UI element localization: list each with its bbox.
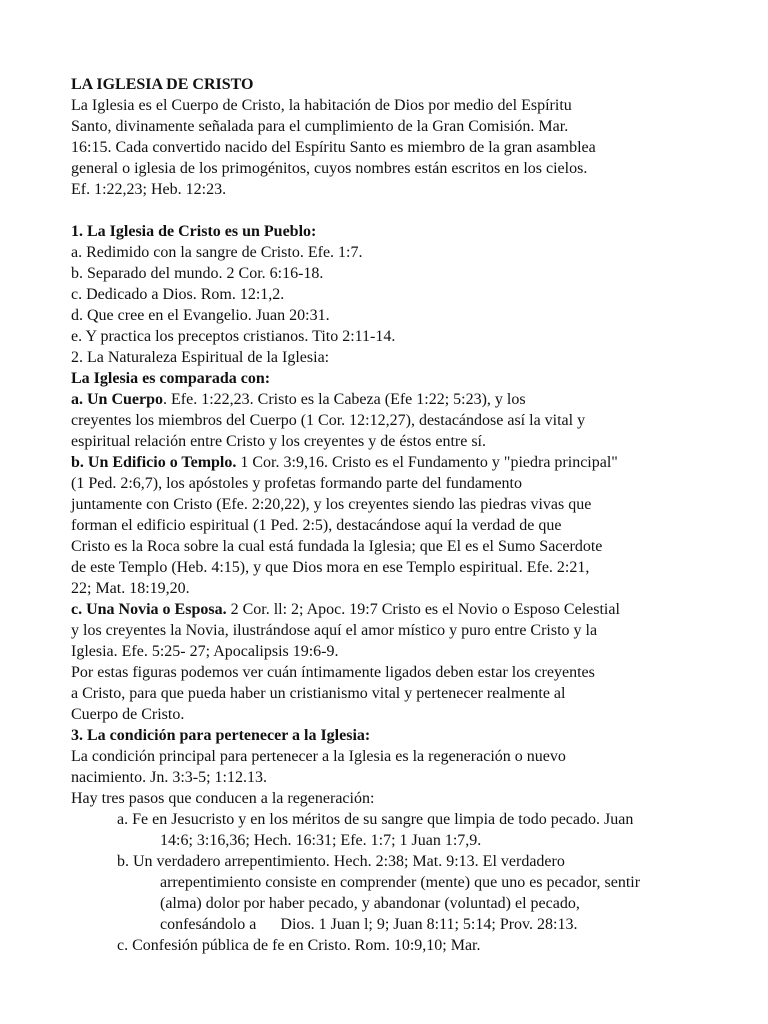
item-c-line: c. Una Novia o Esposa. 2 Cor. ll: 2; Apoc. 19:7 Cristo es el Novio o Esposo Celestial: [71, 601, 620, 618]
item-b-label: b. Un Edificio o Templo.: [71, 454, 237, 471]
closing-line: Por estas figuras podemos ver cuán íntimamente ligados deben estar los creyentes: [71, 664, 595, 681]
closing-line: Cuerpo de Cristo.: [71, 706, 185, 723]
intro-line: Santo, divinamente señalada para el cumplimiento de la Gran Comisión. Mar.: [71, 118, 569, 135]
item-a-line: creyentes los miembros del Cuerpo (1 Cor. 12:12,27), destacándose así la vital y: [71, 412, 586, 429]
section2-subheading: La Iglesia es comparada con:: [71, 370, 271, 387]
item-b-line: (1 Ped. 2:6,7), los apóstoles y profetas formando parte del fundamento: [71, 475, 522, 492]
item-b-line: de este Templo (Heb. 4:15), y que Dios mora en ese Templo espiritual. Efe. 2:21,: [71, 559, 590, 576]
step-b-line: (alma) dolor por haber pecado, y abandonar (voluntad) el pecado,: [160, 895, 580, 912]
item-b-line: juntamente con Cristo (Efe. 2:20,22), y los creyentes siendo las piedras vivas que: [71, 496, 592, 513]
step-a-line: a. Fe en Jesucristo y en los méritos de su sangre que limpia de todo pecado. Juan: [117, 811, 634, 828]
step-c-line: c. Confesión pública de fe en Cristo. Rom. 10:9,10; Mar.: [117, 937, 481, 954]
step-b-line: confesándolo a Dios. 1 Juan l; 9; Juan 8:11; 5:14; Prov. 28:13.: [160, 916, 578, 933]
section1-heading: 1. La Iglesia de Cristo es un Pueblo:: [71, 223, 317, 240]
item-c-line: Iglesia. Efe. 5:25- 27; Apocalipsis 19:6-9.: [71, 643, 339, 660]
item-a-label: a. Un Cuerpo: [71, 391, 164, 408]
item-b-line: 22; Mat. 18:19,20.: [71, 580, 190, 597]
item-b-line: Cristo es la Roca sobre la cual está fundada la Iglesia; que El es el Sumo Sacerdote: [71, 538, 603, 555]
section3-body-line: Hay tres pasos que conducen a la regeneración:: [71, 790, 375, 807]
section3-body-line: La condición principal para pertenecer a la Iglesia es la regeneración o nuevo: [71, 748, 566, 765]
step-b-line: b. Un verdadero arrepentimiento. Hech. 2:38; Mat. 9:13. El verdadero: [117, 853, 565, 870]
step-b-line: arrepentimiento consiste en comprender (mente) que uno es pecador, sentir: [160, 874, 641, 891]
section1-item: c. Dedicado a Dios. Rom. 12:1,2.: [71, 286, 285, 303]
section2-heading: 2. La Naturaleza Espiritual de la Iglesia:: [71, 349, 330, 366]
section1-item: a. Redimido con la sangre de Cristo. Efe. 1:7.: [71, 244, 363, 261]
intro-line: general o iglesia de los primogénitos, cuyos nombres están escritos en los cielos.: [71, 160, 588, 177]
intro-line: 16:15. Cada convertido nacido del Espíritu Santo es miembro de la gran asamblea: [71, 139, 596, 156]
intro-line: La Iglesia es el Cuerpo de Cristo, la habitación de Dios por medio del Espíritu: [71, 97, 572, 114]
section3-body-line: nacimiento. Jn. 3:3-5; 1:12.13.: [71, 769, 267, 786]
section1-item: d. Que cree en el Evangelio. Juan 20:31.: [71, 307, 330, 324]
section1-item: e. Y practica los preceptos cristianos. Tito 2:11-14.: [71, 328, 396, 345]
intro-line: Ef. 1:22,23; Heb. 12:23.: [71, 181, 227, 198]
item-a-line: a. Un Cuerpo. Efe. 1:22,23. Cristo es la Cabeza (Efe 1:22; 5:23), y los: [71, 391, 526, 408]
section3-heading: 3. La condición para pertenecer a la Iglesia:: [71, 727, 371, 744]
item-c-line: y los creyentes la Novia, ilustrándose aquí el amor místico y puro entre Cristo y la: [71, 622, 598, 639]
closing-line: a Cristo, para que pueda haber un cristianismo vital y pertenecer realmente al: [71, 685, 566, 702]
section1-item: b. Separado del mundo. 2 Cor. 6:16-18.: [71, 265, 324, 282]
step-a-line: 14:6; 3:16,36; Hech. 16:31; Efe. 1:7; 1 Juan 1:7,9.: [160, 832, 482, 849]
item-b-line: forman el edificio espiritual (1 Ped. 2:5), destacándose aquí la verdad de que: [71, 517, 562, 534]
item-a-line: espiritual relación entre Cristo y los creyentes y de éstos entre sí.: [71, 433, 486, 450]
item-b-line: b. Un Edificio o Templo. 1 Cor. 3:9,16. Cristo es el Fundamento y "piedra principal": [71, 454, 618, 471]
document-title: LA IGLESIA DE CRISTO: [71, 76, 254, 93]
item-c-label: c. Una Novia o Esposa.: [71, 601, 227, 618]
